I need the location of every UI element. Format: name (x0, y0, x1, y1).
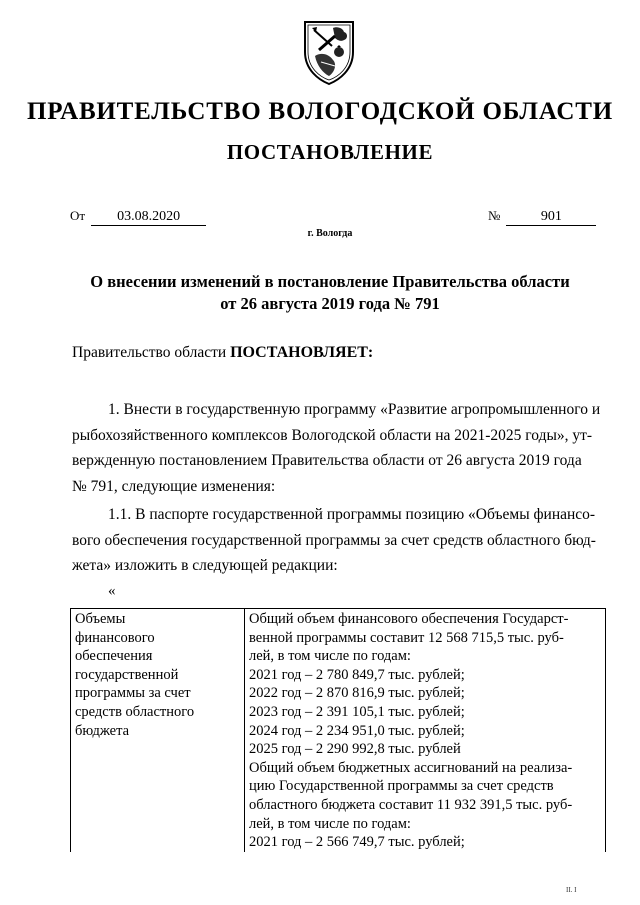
decree-word: ПОСТАНОВЛЯЕТ: (230, 344, 374, 361)
government-title: ПРАВИТЕЛЬСТВО ВОЛОГОДСКОЙ ОБЛАСТИ (26, 98, 614, 125)
date-prefix: От (70, 208, 86, 223)
decree-statement (72, 340, 373, 366)
right-cell-line: Общий объем бюджетных ассигнований на реализа- (249, 759, 573, 776)
left-cell-line: государственной (75, 666, 179, 683)
left-cell-line: обеспечения (75, 648, 153, 665)
table-right-cell (245, 609, 606, 852)
number-row (488, 208, 596, 226)
right-cell-line: лей, в том числе по годам: (249, 648, 411, 665)
vologda-coat-of-arms-icon (299, 18, 359, 86)
passport-table (70, 608, 606, 852)
right-cell-line: областного бюджета составит 11 932 391,5 тыс. руб- (249, 796, 573, 813)
document-number: 901 (506, 209, 596, 226)
city-label: г. Вологда (307, 228, 353, 239)
left-cell-line: программы за счет (75, 685, 191, 702)
item-1-line: № 791, следующие изменения: (72, 477, 276, 495)
item-1-1-line: жета» изложить в следующей редакции: (72, 557, 338, 574)
right-cell-line: лей, в том числе по годам: (249, 815, 411, 832)
item-1-line: вержденную постановлением Правительства области от 26 августа 2019 года (72, 452, 582, 469)
item-1-paragraph (72, 397, 604, 499)
document-type: ПОСТАНОВЛЕНИЕ (226, 140, 434, 164)
date-row (70, 208, 206, 226)
document-subject (60, 271, 600, 315)
right-cell-line: венной программы составит 12 568 715,5 тыс. руб- (249, 629, 564, 646)
item-1-line: рыбохозяйственного комплексов Вологодской области на 2021-2025 годы», ут- (72, 426, 593, 444)
left-cell-line: финансового (75, 629, 155, 646)
left-cell-line: Объемы (75, 611, 126, 627)
footer-mark: II. I (566, 886, 577, 894)
document-date: 03.08.2020 (91, 209, 206, 226)
subject-line-2: от 26 августа 2019 года № 791 (220, 294, 440, 313)
right-cell-line: Общий объем финансового обеспечения Государст- (249, 611, 569, 627)
table-left-cell (71, 609, 245, 852)
item-1-1-line: вого обеспечения государственной программы за счет средств областного бюд- (72, 531, 596, 549)
item-1-1-paragraph (72, 502, 604, 579)
right-cell-line: 2023 год – 2 391 105,1 тыс. рублей; (249, 703, 465, 720)
item-1-line: 1. Внести в государственную программу «Развитие агропромышленного и (108, 401, 601, 418)
right-cell-line: 2021 год – 2 780 849,7 тыс. рублей; (249, 666, 465, 683)
decree-prefix: Правительство области (72, 344, 231, 361)
table-row (71, 609, 606, 852)
right-cell-line: 2024 год – 2 234 951,0 тыс. рублей; (249, 722, 465, 739)
number-prefix: № (488, 208, 501, 223)
right-cell-line: цию Государственной программы за счет средств (249, 778, 554, 795)
item-1-1-line: 1.1. В паспорте государственной программы позицию «Объемы финансо- (108, 506, 596, 523)
open-quote: « (108, 583, 116, 599)
left-cell-line: средств областного (75, 703, 195, 720)
right-cell-line: 2022 год – 2 870 816,9 тыс. рублей; (249, 685, 465, 702)
right-cell-line: 2021 год – 2 566 749,7 тыс. рублей; (249, 834, 465, 851)
right-cell-line: 2025 год – 2 290 992,8 тыс. рублей (249, 741, 461, 758)
subject-line-1: О внесении изменений в постановление Правительства области (90, 272, 570, 291)
left-cell-line: бюджета (75, 722, 130, 739)
